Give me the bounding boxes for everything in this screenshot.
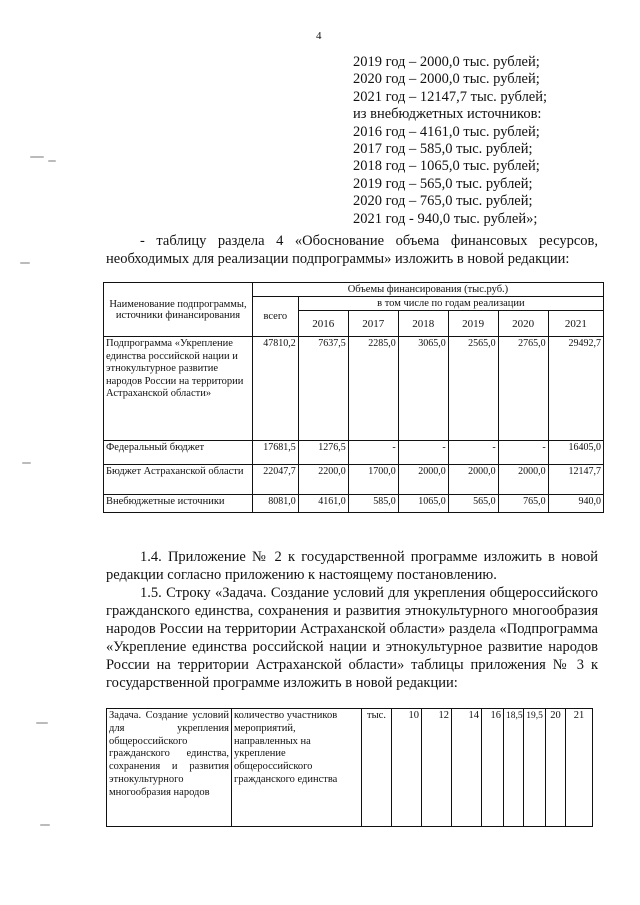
row-value: - — [498, 441, 548, 465]
financing-line: 2020 год – 2000,0 тыс. рублей; — [353, 71, 540, 88]
value-cell: 10 — [392, 709, 422, 827]
scan-artifact — [20, 262, 30, 264]
row-value: - — [448, 441, 498, 465]
scan-artifact — [30, 156, 44, 158]
value-cell: 20 — [546, 709, 566, 827]
year-header: 2016 — [298, 311, 348, 337]
row-value: 940,0 — [548, 495, 603, 513]
row-value: 1276,5 — [298, 441, 348, 465]
row-value: 1065,0 — [398, 495, 448, 513]
row-value: 4161,0 — [298, 495, 348, 513]
header-name: Наименование подпрограммы, источники финансирования — [104, 283, 253, 337]
table-intro-paragraph: - таблицу раздела 4 «Обоснование объема финансовых ресурсов, необходимых для реализации подпрограммы» изложить в новой редакции: — [106, 233, 598, 267]
value-cell: 12 — [422, 709, 452, 827]
financing-line: 2019 год – 2000,0 тыс. рублей; — [353, 54, 540, 70]
table-row — [104, 337, 604, 441]
header-total: всего — [252, 297, 298, 337]
value-cell: 14 — [452, 709, 482, 827]
row-total: 17681,5 — [252, 441, 298, 465]
row-value: - — [398, 441, 448, 465]
financing-line: из внебюджетных источников: — [353, 106, 542, 123]
row-value: 29492,7 — [548, 337, 603, 441]
page-number: 4 — [316, 30, 322, 42]
unit-cell: тыс. — [362, 709, 392, 827]
paragraph-1-5: 1.5. Строку «Задача. Создание условий для укрепления общероссийского гражданского единства, сохранения и развития этнокультурного многообразия народов России на территории Астраханской области» раздела «Подпрограмма «Укрепление единства российской нации и этнокультурное развитие народов России на территории Астраханской области» таблицы приложения № 3 к государственной программе изложить в новой редакции: — [106, 585, 598, 691]
scan-artifact — [22, 462, 31, 464]
scan-artifact — [36, 722, 48, 724]
row-value: 2000,0 — [448, 465, 498, 495]
year-header: 2018 — [398, 311, 448, 337]
table-row — [104, 495, 604, 513]
value-cell: 19,5 — [524, 709, 546, 827]
row-total: 8081,0 — [252, 495, 298, 513]
row-value: 2200,0 — [298, 465, 348, 495]
row-value: 7637,5 — [298, 337, 348, 441]
year-header: 2017 — [348, 311, 398, 337]
row-value: 765,0 — [498, 495, 548, 513]
table-row — [104, 465, 604, 495]
header-volume: Объемы финансирования (тыс.руб.) — [252, 283, 603, 297]
row-value: 565,0 — [448, 495, 498, 513]
scan-artifact — [40, 824, 50, 826]
row-name: Подпрограмма «Укрепление единства российской нации и этнокультурное развитие народов России на территории Астраханской области» — [104, 337, 253, 441]
value-cell: 21 — [566, 709, 593, 827]
row-value: 2000,0 — [498, 465, 548, 495]
financing-line: 2020 год – 765,0 тыс. рублей; — [353, 193, 533, 210]
financing-line: 2018 год – 1065,0 тыс. рублей; — [353, 158, 540, 175]
row-total: 47810,2 — [252, 337, 298, 441]
header-by-years: в том числе по годам реализации — [298, 297, 603, 311]
value-cell: 16 — [482, 709, 504, 827]
row-value: 16405,0 — [548, 441, 603, 465]
paragraph-1-4: 1.4. Приложение № 2 к государственной программе изложить в новой редакции согласно приложению к настоящему постановлению. — [106, 549, 598, 583]
row-value: 2000,0 — [398, 465, 448, 495]
year-header: 2019 — [448, 311, 498, 337]
table-row — [104, 441, 604, 465]
task-cell: Задача. Создание условий для укрепления общероссийского гражданского единства, сохранения и развития этнокультурного многообразия народов — [107, 709, 232, 827]
financing-list — [353, 54, 547, 228]
row-total: 22047,7 — [252, 465, 298, 495]
row-name: Бюджет Астраханской области — [104, 465, 253, 495]
financing-line: 2021 год – 12147,7 тыс. рублей; — [353, 88, 548, 105]
table-row — [107, 709, 593, 827]
row-name: Внебюджетные источники — [104, 495, 253, 513]
row-value: 2565,0 — [448, 337, 498, 441]
row-value: 1700,0 — [348, 465, 398, 495]
indicator-cell: количество участников мероприятий, направленных на укрепление общероссийского гражданского единства — [232, 709, 362, 827]
scan-artifact — [48, 160, 56, 162]
year-header: 2021 — [548, 311, 603, 337]
financing-line: 2019 год – 565,0 тыс. рублей; — [353, 175, 533, 192]
row-value: - — [348, 441, 398, 465]
year-header: 2020 — [498, 311, 548, 337]
financing-line: 2016 год – 4161,0 тыс. рублей; — [353, 123, 540, 140]
row-value: 585,0 — [348, 495, 398, 513]
row-value: 2765,0 — [498, 337, 548, 441]
row-value: 2285,0 — [348, 337, 398, 441]
value-cell: 18,5 — [504, 709, 524, 827]
financing-line: 2021 год - 940,0 тыс. рублей»; — [353, 210, 538, 227]
row-value: 12147,7 — [548, 465, 603, 495]
financing-table — [103, 282, 604, 513]
task-table — [106, 708, 593, 827]
row-name: Федеральный бюджет — [104, 441, 253, 465]
row-value: 3065,0 — [398, 337, 448, 441]
financing-line: 2017 год – 585,0 тыс. рублей; — [353, 141, 533, 158]
